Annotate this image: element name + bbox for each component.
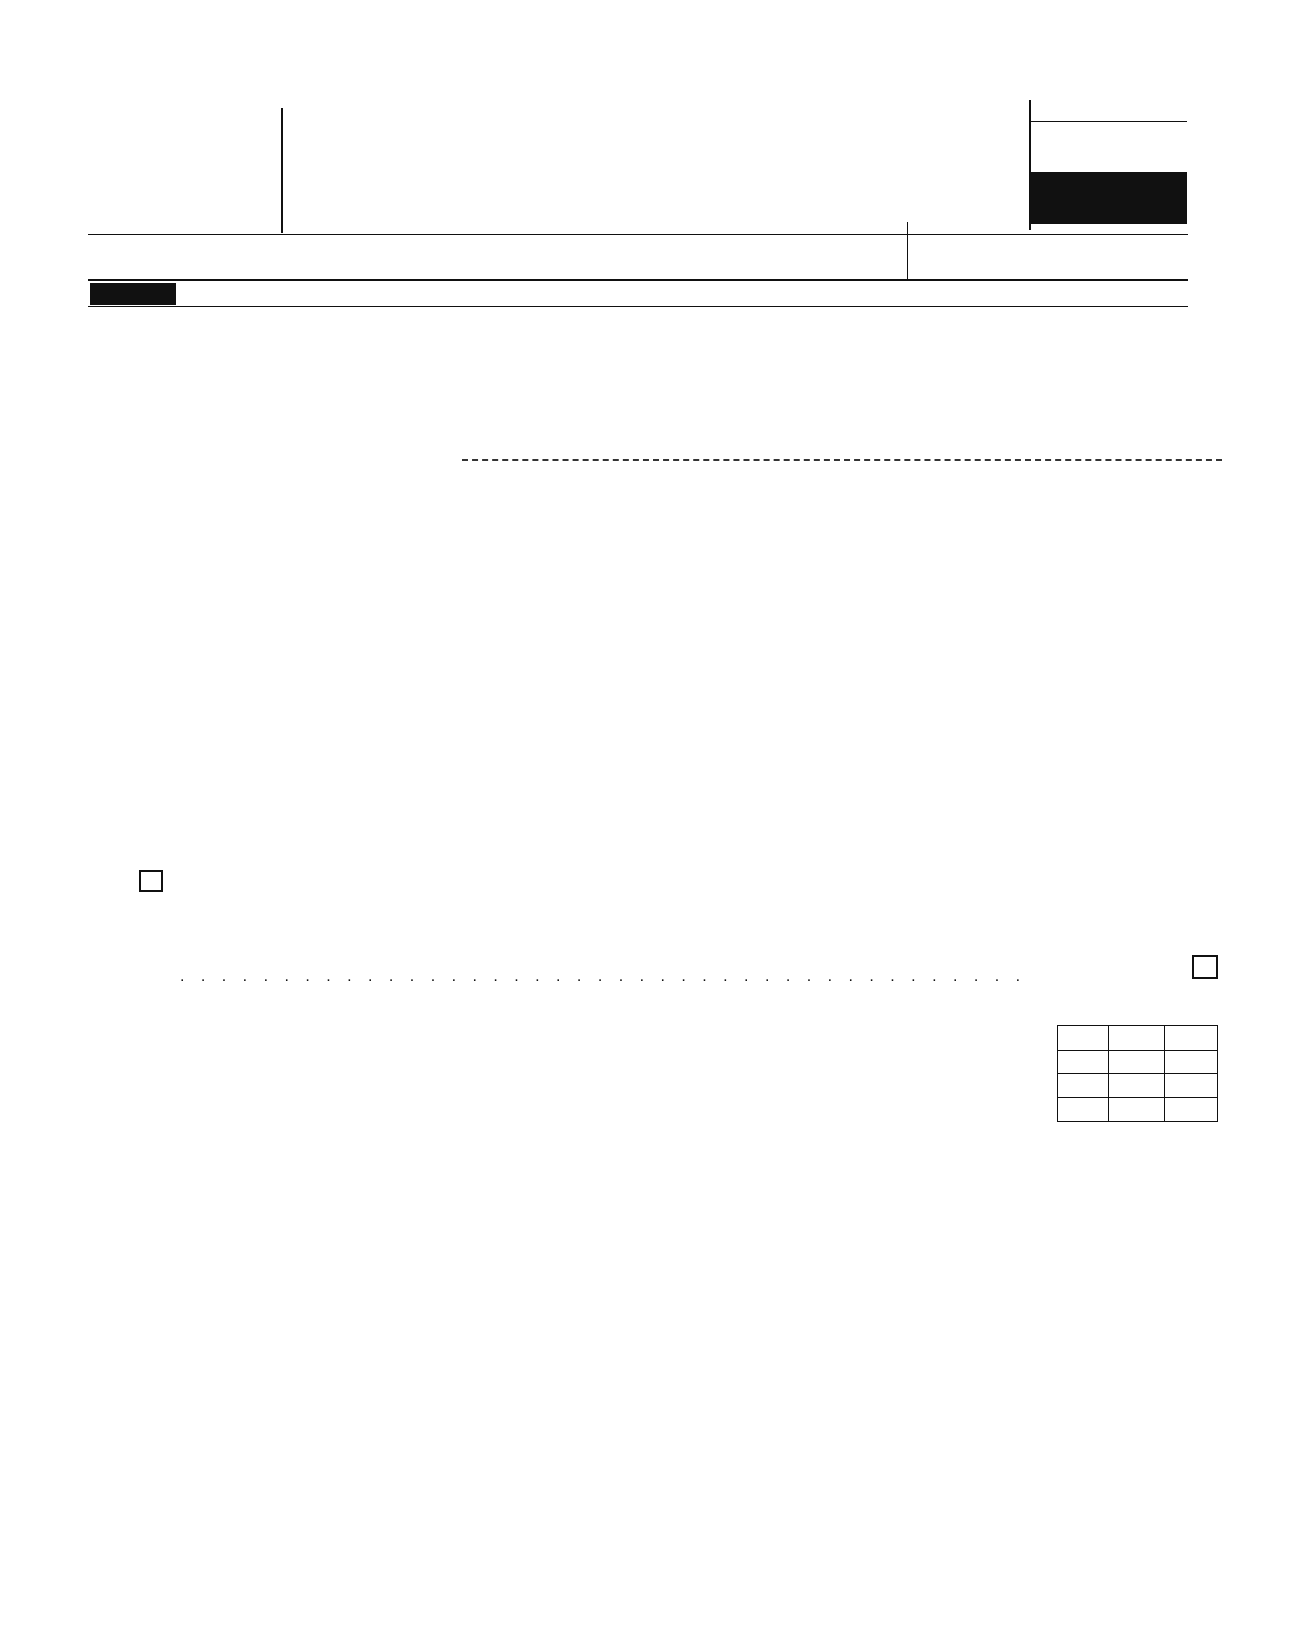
part-badge: [90, 283, 176, 305]
line-f-checkbox[interactable]: [1192, 955, 1218, 979]
line-e-checkbox[interactable]: [139, 870, 163, 892]
line-f-text-2: . . . . . . . . . . . . . . . . . . . . . . . . . . . . . . . . . . . . . . . . .: [180, 968, 1027, 985]
hospital-name-field[interactable]: [462, 459, 1222, 461]
open-to-public-box: [1029, 172, 1187, 224]
